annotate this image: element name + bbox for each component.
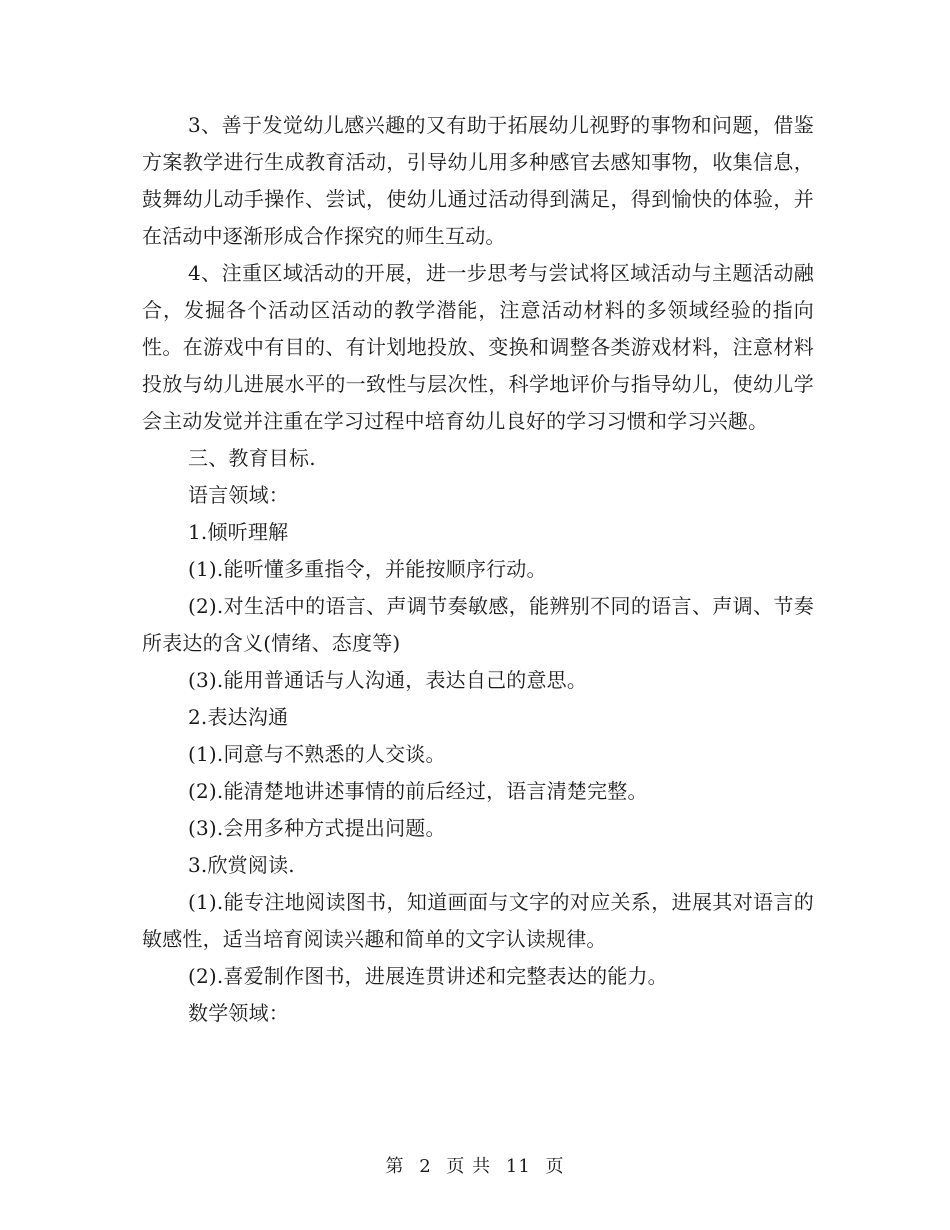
list-item: (2).对生活中的语言、声调节奏敏感，能辨别不同的语言、声调、节奏所表达的含义(情绪、态度等) bbox=[142, 594, 814, 655]
list-item: (3).能用普通话与人沟通，表达自己的意思。 bbox=[188, 668, 588, 692]
section-heading-goals: 三、教育目标. bbox=[188, 446, 316, 470]
domain-heading-math: 数学领域： bbox=[188, 1001, 289, 1025]
subheading-reading: 3.欣赏阅读. bbox=[188, 853, 295, 877]
list-item: (2).喜爱制作图书，进展连贯讲述和完整表达的能力。 bbox=[188, 964, 668, 988]
footer-middle: 页 共 bbox=[446, 1156, 492, 1177]
subheading-listening: 1.倾听理解 bbox=[188, 520, 289, 544]
list-item: (3).会用多种方式提出问题。 bbox=[188, 816, 446, 840]
subheading-expression: 2.表达沟通 bbox=[188, 705, 289, 729]
domain-heading-language: 语言领域： bbox=[188, 483, 289, 507]
list-item: (1).同意与不熟悉的人交谈。 bbox=[188, 742, 446, 766]
footer-suffix: 页 bbox=[545, 1156, 565, 1177]
current-page-number: 2 bbox=[419, 1156, 432, 1177]
paragraph-item-3: 3、善于发觉幼儿感兴趣的又有助于拓展幼儿视野的事物和问题，借鉴方案教学进行生成教育活动，引导幼儿用多种感官去感知事物，收集信息，鼓舞幼儿动手操作、尝试，使幼儿通过活动得到满足，得到愉快的体验，并在活动中逐渐形成合作探究的师生互动。 bbox=[142, 113, 814, 248]
list-item: (2).能清楚地讲述事情的前后经过，语言清楚完整。 bbox=[188, 779, 648, 803]
document-body bbox=[142, 107, 814, 1032]
paragraph-item-4: 4、注重区域活动的开展，进一步思考与尝试将区域活动与主题活动融合，发掘各个活动区活动的教学潜能，注意活动材料的多领域经验的指向性。在游戏中有目的、有计划地投放、变换和调整各类游戏材料，注意材料投放与幼儿进展水平的一致性与层次性，科学地评价与指导幼儿，使幼儿学会主动发觉并注重在学习过程中培育幼儿良好的学习习惯和学习兴趣。 bbox=[142, 261, 814, 433]
list-item: (1).能专注地阅读图书，知道画面与文字的对应关系，进展其对语言的敏感性，适当培育阅读兴趣和简单的文字认读规律。 bbox=[142, 890, 814, 951]
page-number-footer bbox=[0, 1152, 950, 1178]
total-pages-number: 11 bbox=[505, 1156, 531, 1177]
footer-prefix: 第 bbox=[385, 1156, 405, 1177]
list-item: (1).能听懂多重指令，并能按顺序行动。 bbox=[188, 557, 547, 581]
